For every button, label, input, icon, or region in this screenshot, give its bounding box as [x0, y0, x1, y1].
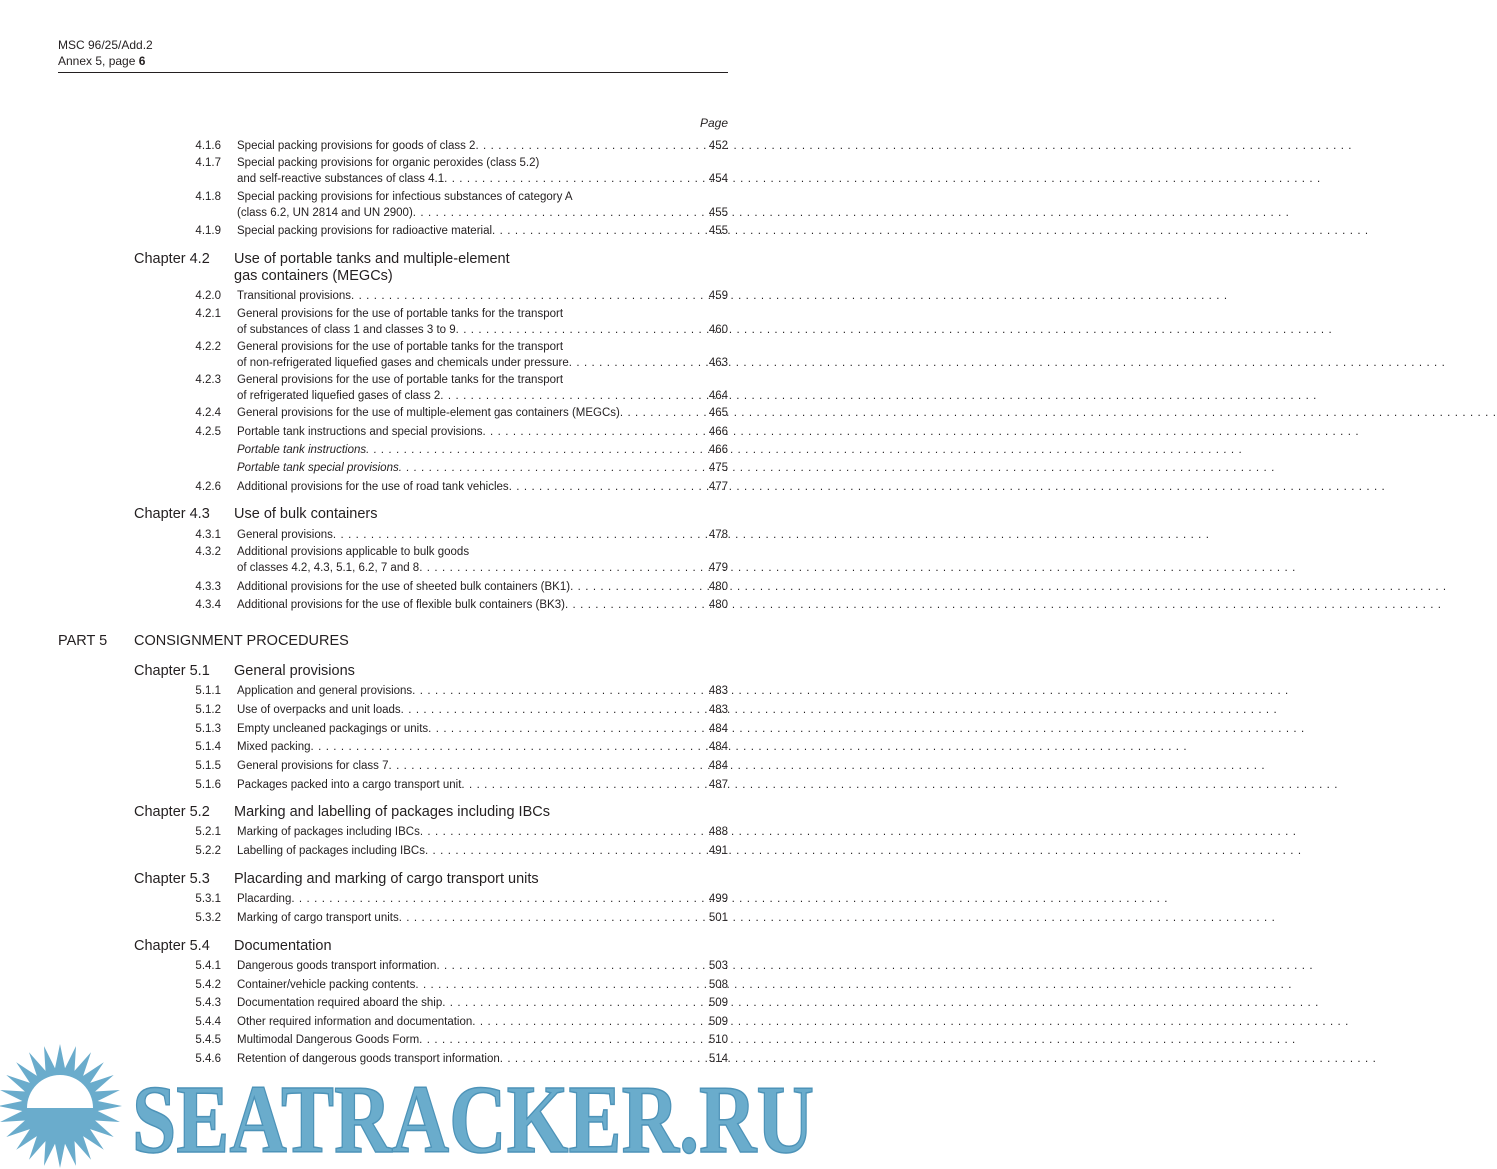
- entry-title-line: Additional provisions applicable to bulk goods: [237, 546, 470, 558]
- page-ref: 477: [708, 481, 728, 493]
- toc-entry-title: [237, 740, 651, 754]
- entry-title: Transitional provisions: [237, 290, 351, 302]
- page-ref: 464: [708, 390, 728, 402]
- toc-entry-title: [237, 139, 651, 153]
- watermark-logo: [0, 1040, 826, 1169]
- page-ref: 455: [708, 207, 728, 219]
- toc-entry-title: [237, 778, 651, 792]
- page-ref: 483: [708, 704, 728, 716]
- section-number: 4.1.6: [195, 140, 221, 152]
- entry-title-line: General provisions for the use of portable tanks for the transport: [237, 374, 564, 386]
- chapter-label: Chapter 4.2: [134, 251, 210, 267]
- toc-entry-title: [237, 978, 651, 992]
- toc-entry-title: [237, 722, 651, 736]
- toc-entry-title: [237, 356, 651, 370]
- entry-title: of refrigerated liquefied gases of class 2: [237, 390, 441, 402]
- entry-title-line: General provisions for the use of portable tanks for the transport: [237, 341, 564, 353]
- toc-entry-title: [237, 172, 651, 186]
- annex-page: [58, 54, 145, 68]
- entry-title: Additional provisions for the use of flexible bulk containers (BK3): [237, 599, 565, 611]
- page-ref: 478: [708, 529, 728, 541]
- section-number: 4.2.6: [195, 481, 221, 493]
- dot-leader: [311, 740, 1188, 754]
- entry-title: Placarding: [237, 893, 292, 905]
- chapter-title: Placarding and marking of cargo transport units: [234, 871, 539, 887]
- page-ref: 491: [708, 845, 728, 857]
- entry-title: Application and general provisions: [237, 685, 413, 697]
- toc-entry-title: [237, 1015, 651, 1029]
- chapter-label: Chapter 5.1: [134, 663, 210, 679]
- page-ref: 463: [708, 357, 728, 369]
- dot-leader: [351, 289, 1228, 303]
- entry-title: Portable tank instructions: [237, 444, 367, 456]
- page-column-label: Page: [699, 116, 728, 130]
- entry-title: Retention of dangerous goods transport information: [237, 1053, 500, 1065]
- page-ref: 480: [708, 599, 728, 611]
- section-number: 4.3.2: [195, 546, 221, 558]
- toc-entry-title: [237, 406, 651, 420]
- entry-title: Additional provisions for the use of sheeted bulk containers (BK1): [237, 581, 571, 593]
- toc-entry-title: [237, 289, 651, 303]
- dot-leader: [444, 172, 1321, 186]
- toc-entry-title: [237, 598, 651, 612]
- dot-leader: [436, 959, 1313, 973]
- dot-leader: [420, 825, 1297, 839]
- toc-entry-title: [237, 461, 651, 475]
- section-number: 5.3.1: [195, 893, 221, 905]
- section-number: 4.2.5: [195, 426, 221, 438]
- toc-entry-title: [237, 528, 651, 542]
- page-ref: 510: [708, 1034, 728, 1046]
- page-ref: 459: [708, 290, 728, 302]
- toc-entry-title: [237, 206, 651, 220]
- page-ref: 480: [708, 581, 728, 593]
- page-ref: 488: [708, 826, 728, 838]
- page-ref: 487: [708, 779, 728, 791]
- toc-entry-title: [237, 561, 651, 575]
- section-number: 4.1.8: [195, 191, 221, 203]
- section-number: 5.2.2: [195, 845, 221, 857]
- section-number: 4.2.1: [195, 308, 221, 320]
- dot-leader: [475, 139, 1352, 153]
- toc-entry-title: [237, 224, 651, 238]
- entry-title: General provisions for class 7: [237, 760, 389, 772]
- page-ref: 503: [708, 960, 728, 972]
- entry-title-line: Special packing provisions for organic peroxides (class 5.2): [237, 157, 540, 169]
- page-ref: 509: [708, 997, 728, 1009]
- section-number: 5.2.1: [195, 826, 221, 838]
- entry-title: Special packing provisions for goods of class 2: [237, 140, 476, 152]
- part-label: PART 5: [58, 633, 108, 649]
- section-number: 5.4.4: [195, 1016, 221, 1028]
- toc-entry-title: [237, 684, 651, 698]
- section-number: 4.1.7: [195, 157, 221, 169]
- toc-entry-title: [237, 911, 651, 925]
- dot-leader: [413, 206, 1290, 220]
- entry-title: Dangerous goods transport information: [237, 960, 437, 972]
- chapter-label: Chapter 4.3: [134, 506, 210, 522]
- toc-entry-title: [237, 844, 651, 858]
- entry-title: of substances of class 1 and classes 3 to 9: [237, 324, 456, 336]
- page-ref: 483: [708, 685, 728, 697]
- page-ref: 465: [708, 407, 728, 419]
- dot-leader: [461, 778, 1338, 792]
- dot-leader: [482, 425, 1359, 439]
- section-number: 4.2.0: [195, 290, 221, 302]
- section-number: 5.1.3: [195, 723, 221, 735]
- section-number: 5.3.2: [195, 912, 221, 924]
- page-ref: 466: [708, 426, 728, 438]
- page-ref: 514: [708, 1053, 728, 1065]
- page-ref: 475: [708, 462, 728, 474]
- entry-title: Use of overpacks and unit loads: [237, 704, 401, 716]
- dot-leader: [412, 684, 1289, 698]
- dot-leader: [442, 996, 1319, 1010]
- toc-entry-title: [237, 389, 651, 403]
- dot-leader: [492, 224, 1369, 238]
- section-number: 5.4.1: [195, 960, 221, 972]
- page-ref: 508: [708, 979, 728, 991]
- entry-title: Portable tank instructions and special provisions: [237, 426, 483, 438]
- toc-entry-title: [237, 443, 651, 457]
- page-ref: 484: [708, 723, 728, 735]
- page-ref: 479: [708, 562, 728, 574]
- sun-icon: [0, 1044, 122, 1168]
- chapter-label: Chapter 5.3: [134, 871, 210, 887]
- entry-title-line: Special packing provisions for infectious substances of category A: [237, 191, 573, 203]
- section-number: 5.4.2: [195, 979, 221, 991]
- entry-title: and self-reactive substances of class 4.1: [237, 173, 445, 185]
- entry-title: Special packing provisions for radioactive material: [237, 225, 493, 237]
- entry-title: (class 6.2, UN 2814 and UN 2900): [237, 207, 413, 219]
- toc-entry-title: [237, 703, 651, 717]
- entry-title: of classes 4.2, 4.3, 5.1, 6.2, 7 and 8: [237, 562, 420, 574]
- toc-entry-title: [237, 825, 651, 839]
- toc-entry-title: [237, 323, 651, 337]
- section-number: 5.1.4: [195, 741, 221, 753]
- dot-leader: [425, 844, 1302, 858]
- page-ref: 460: [708, 324, 728, 336]
- section-number: 5.4.3: [195, 997, 221, 1009]
- entry-title-line: General provisions for the use of portable tanks for the transport: [237, 308, 564, 320]
- header-rule: [58, 72, 728, 73]
- document-reference: MSC 96/25/Add.2: [58, 38, 153, 52]
- page-ref: 455: [708, 225, 728, 237]
- section-number: 4.1.9: [195, 225, 221, 237]
- dot-leader: [428, 722, 1305, 736]
- section-number: 4.3.3: [195, 581, 221, 593]
- entry-title: Multimodal Dangerous Goods Form: [237, 1034, 420, 1046]
- section-number: 4.2.2: [195, 341, 221, 353]
- section-number: 4.2.3: [195, 374, 221, 386]
- entry-title: Documentation required aboard the ship: [237, 997, 443, 1009]
- annex-label: Annex 5, page: [58, 54, 139, 68]
- dot-leader: [401, 703, 1278, 717]
- page-ref: 484: [708, 741, 728, 753]
- page-ref: 484: [708, 760, 728, 772]
- entry-title: Empty uncleaned packagings or units: [237, 723, 429, 735]
- chapter-title: Documentation: [234, 938, 332, 954]
- entry-title: Additional provisions for the use of road tank vehicles: [237, 481, 509, 493]
- toc-entry-title: [237, 996, 651, 1010]
- toc-entry-title: [237, 425, 651, 439]
- chapter-title: Use of bulk containers: [234, 506, 378, 522]
- toc-entry-title: [237, 480, 651, 494]
- section-number: 4.3.4: [195, 599, 221, 611]
- dot-leader: [509, 480, 1386, 494]
- dot-leader: [415, 978, 1292, 992]
- dot-leader: [388, 759, 1265, 773]
- dot-leader: [399, 911, 1276, 925]
- entry-title: General provisions: [237, 529, 333, 541]
- watermark-text: SEATRACKER.RU: [132, 1066, 814, 1169]
- dot-leader: [472, 1015, 1349, 1029]
- section-number: 5.1.5: [195, 760, 221, 772]
- entry-title: Labelling of packages including IBCs: [237, 845, 425, 857]
- toc-entry-title: [237, 580, 651, 594]
- section-number: 5.1.2: [195, 704, 221, 716]
- dot-leader: [366, 443, 1243, 457]
- page-ref: 501: [708, 912, 728, 924]
- dot-leader: [333, 528, 1210, 542]
- section-number: 5.1.6: [195, 779, 221, 791]
- toc-entry-title: [237, 759, 651, 773]
- dot-leader: [456, 323, 1333, 337]
- part-title: CONSIGNMENT PROCEDURES: [134, 633, 349, 649]
- page-number: 6: [138, 54, 146, 68]
- entry-title: Mixed packing: [237, 741, 311, 753]
- page-ref: 452: [708, 140, 728, 152]
- dot-leader: [399, 461, 1276, 475]
- section-number: 4.2.4: [195, 407, 221, 419]
- dot-leader: [440, 389, 1317, 403]
- section-number: 5.4.6: [195, 1053, 221, 1065]
- page-ref: 466: [708, 444, 728, 456]
- chapter-label: Chapter 5.4: [134, 938, 210, 954]
- entry-title: General provisions for the use of multiple-element gas containers (MEGCs): [237, 407, 620, 419]
- entry-title: Marking of cargo transport units: [237, 912, 399, 924]
- entry-title: Marking of packages including IBCs: [237, 826, 420, 838]
- toc-entry-title: [237, 959, 651, 973]
- entry-title: Other required information and documentation: [237, 1016, 473, 1028]
- page-ref: 509: [708, 1016, 728, 1028]
- section-number: 4.3.1: [195, 529, 221, 541]
- dot-leader: [419, 561, 1296, 575]
- section-number: 5.1.1: [195, 685, 221, 697]
- entry-title: Portable tank special provisions: [237, 462, 399, 474]
- dot-leader: [620, 406, 1497, 420]
- chapter-title: gas containers (MEGCs): [234, 268, 393, 284]
- chapter-title: Marking and labelling of packages including IBCs: [234, 804, 550, 820]
- chapter-label: Chapter 5.2: [134, 804, 210, 820]
- chapter-title: General provisions: [234, 663, 355, 679]
- toc-entry-title: [237, 892, 651, 906]
- dot-leader: [291, 892, 1168, 906]
- entry-title: Container/vehicle packing contents: [237, 979, 416, 991]
- entry-title: Packages packed into a cargo transport unit: [237, 779, 462, 791]
- page-ref: 454: [708, 173, 728, 185]
- entry-title: of non-refrigerated liquefied gases and chemicals under pressure: [237, 357, 569, 369]
- chapter-title: Use of portable tanks and multiple-element: [234, 251, 510, 267]
- page-ref: 499: [708, 893, 728, 905]
- section-number: 5.4.5: [195, 1034, 221, 1046]
